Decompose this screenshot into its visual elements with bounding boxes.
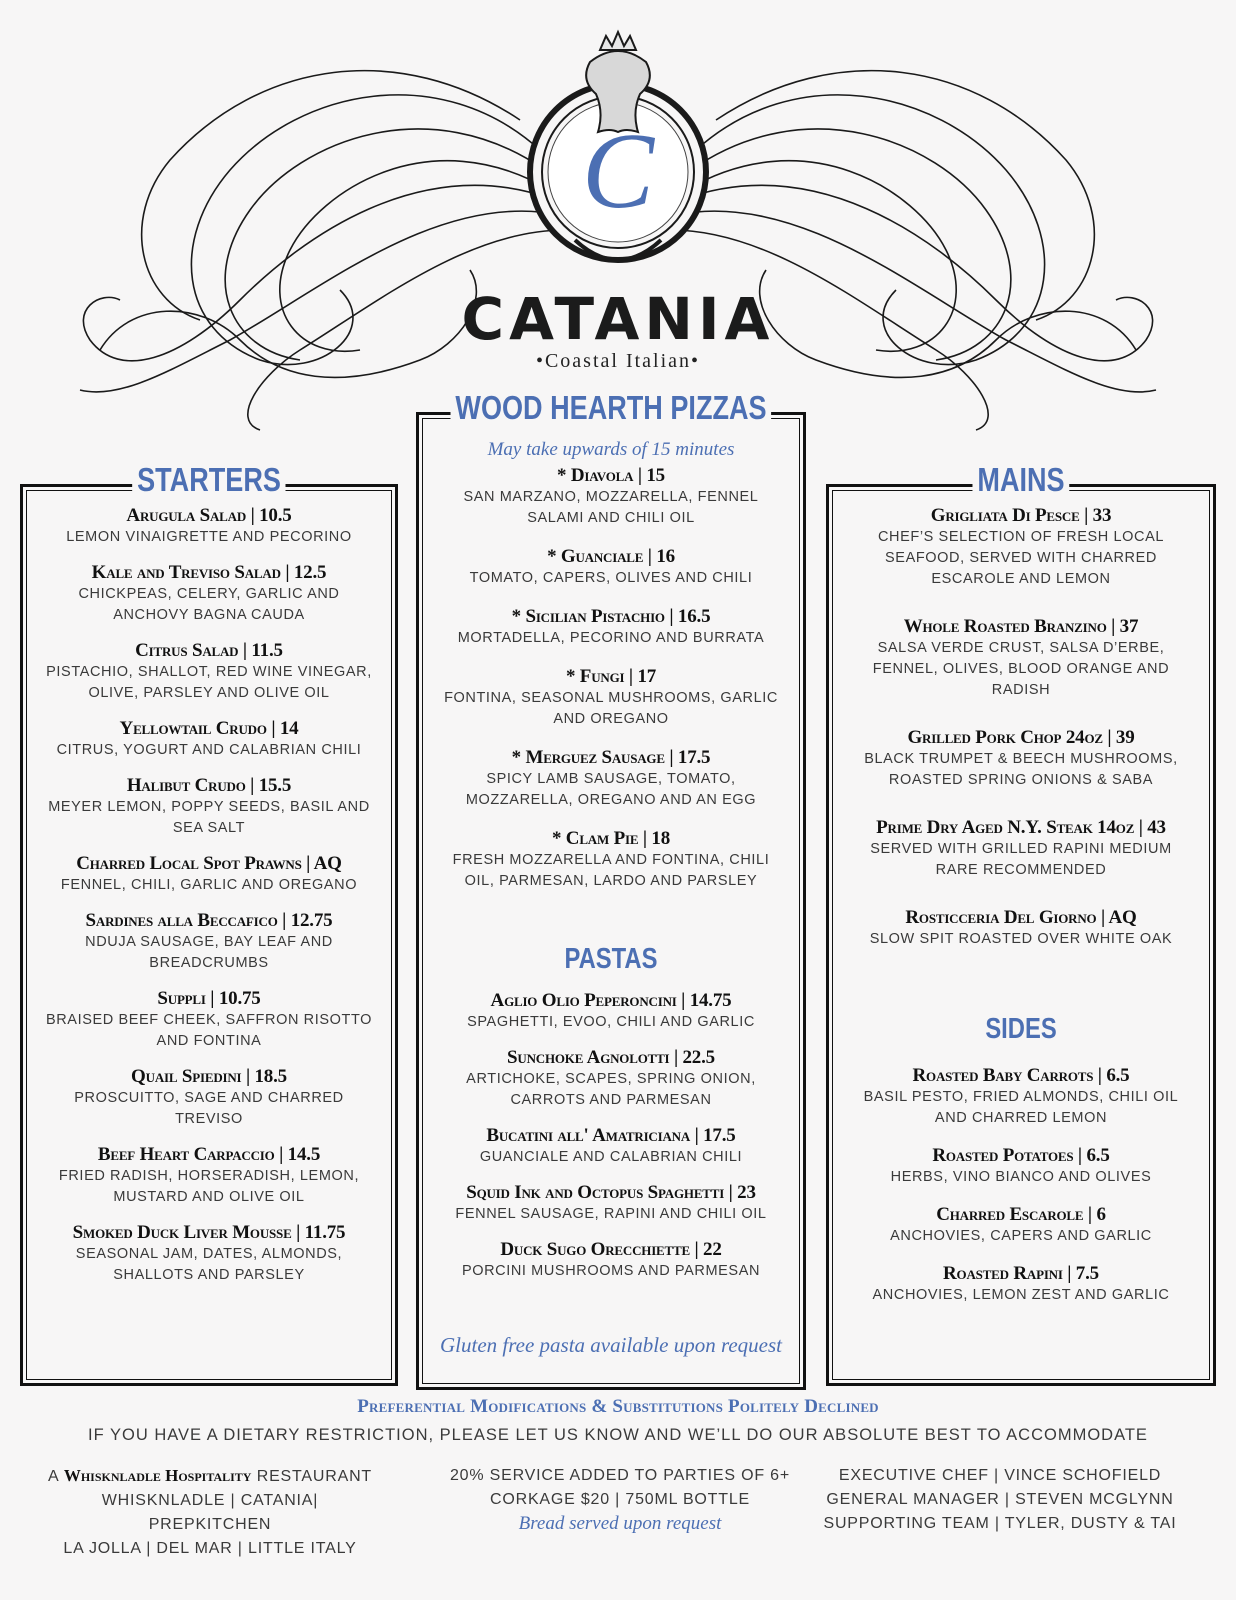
menu-item xyxy=(419,990,803,1033)
menu-item xyxy=(23,775,395,839)
menu-item-name: Citrus Salad | 11.5 xyxy=(135,640,283,661)
pizzas-title: WOOD HEARTH PIZZAS xyxy=(450,388,771,428)
menu-item xyxy=(419,1182,803,1225)
menu-item-description: CITRUS, YOGURT AND CALABRIAN CHILI xyxy=(56,742,362,758)
dietary-note: IF YOU HAVE A DIETARY RESTRICTION, PLEASE LET US KNOW AND WE’LL DO OUR ABSOLUTE BEST TO ACCOMMODATE xyxy=(88,1426,1148,1444)
supporting-team: SUPPORTING TEAM | TYLER, DUSTY & TAI xyxy=(823,1515,1177,1532)
menu-item-name: Beef Heart Carpaccio | 14.5 xyxy=(97,1144,321,1165)
menu-item-name: Squid Ink and Octopus Spaghetti | 23 xyxy=(466,1182,756,1203)
executive-chef: EXECUTIVE CHEF | VINCE SCHOFIELD xyxy=(838,1467,1162,1484)
menu-item-name: Prime Dry Aged N.Y. Steak 14oz | 43 xyxy=(876,817,1166,838)
menu-item xyxy=(419,1125,803,1168)
locations-line: LA JOLLA | DEL MAR | LITTLE ITALY xyxy=(63,1540,357,1557)
menu-item-description: ANCHOVIES, LEMON ZEST AND GARLIC xyxy=(872,1287,1170,1303)
pastas-note: Gluten free pasta available upon request xyxy=(440,1333,782,1357)
menu-item-name: Arugula Salad | 10.5 xyxy=(126,505,292,526)
menu-item xyxy=(23,988,395,1052)
pizzas-list xyxy=(419,465,803,909)
corkage-fee: CORKAGE $20 | 750ML BOTTLE xyxy=(489,1491,750,1508)
menu-item-description: CHEF’S SELECTION OF FRESH LOCAL SEAFOOD, SERVED WITH CHARRED ESCAROLE AND LEMON xyxy=(877,529,1165,587)
menu-item-name: Yellowtail Crudo | 14 xyxy=(119,718,299,739)
starters-list xyxy=(23,505,395,1300)
menu-item-description: FRESH MOZZARELLA AND FONTINA, CHILI OIL, PARMESAN, LARDO AND PARSLEY xyxy=(452,852,770,889)
brand-name: CATANIA xyxy=(461,285,775,353)
menu-item-description: SEASONAL JAM, DATES, ALMONDS, SHALLOTS AND PARSLEY xyxy=(75,1246,343,1283)
footer-right xyxy=(810,1464,1190,1536)
menu-item xyxy=(23,718,395,761)
menu-item-name: * Diavola | 15 xyxy=(557,465,665,486)
menu-item-description: FRIED RADISH, HORSERADISH, LEMON, MUSTARD AND OLIVE OIL xyxy=(58,1168,360,1205)
menu-item xyxy=(419,465,803,529)
menu-item-name: Grigliata Di Pesce | 33 xyxy=(930,505,1112,526)
menu-item-name: Charred Escarole | 6 xyxy=(936,1204,1106,1225)
menu-item-description: NDUJA SAUSAGE, BAY LEAF AND BREADCRUMBS xyxy=(85,934,333,971)
menu-item-name: Charred Local Spot Prawns | AQ xyxy=(76,853,342,874)
pizzas-panel xyxy=(416,389,806,1390)
menu-item xyxy=(829,1145,1213,1188)
menu-item xyxy=(23,1222,395,1286)
footer-left xyxy=(40,1464,380,1561)
menu-item xyxy=(829,907,1213,950)
menu-item-description: ARTICHOKE, SCAPES, SPRING ONION, CARROTS AND PARMESAN xyxy=(466,1071,756,1108)
starters-title: STARTERS xyxy=(132,460,286,500)
mains-list xyxy=(829,505,1213,976)
menu-item-description: CHICKPEAS, CELERY, GARLIC AND ANCHOVY BAGNA CAUDA xyxy=(78,586,340,623)
menu-item-description: SERVED WITH GRILLED RAPINI MEDIUM RARE RECOMMENDED xyxy=(870,841,1172,878)
starters-panel xyxy=(20,461,398,1386)
menu-item-name: Halibut Crudo | 15.5 xyxy=(126,775,292,796)
menu-item-name: Kale and Treviso Salad | 12.5 xyxy=(91,562,327,583)
menu-item-name: * Fungi | 17 xyxy=(565,666,657,687)
menu-item-description: SPICY LAMB SAUSAGE, TOMATO, MOZZARELLA, OREGANO AND AN EGG xyxy=(465,771,757,808)
policy-note: Preferential Modifications & Substitutions Politely Declined xyxy=(357,1396,879,1417)
menu-item-name: Sardines alla Beccafico | 12.75 xyxy=(85,910,333,931)
brand xyxy=(0,286,1236,373)
menu-item xyxy=(829,1065,1213,1129)
menu-item xyxy=(419,606,803,649)
hospitality-suffix: RESTAURANT xyxy=(256,1468,372,1485)
sides-title: SIDES xyxy=(985,1013,1057,1045)
menu-item xyxy=(829,1263,1213,1306)
menu-item xyxy=(23,853,395,896)
menu-item-description: PISTACHIO, SHALLOT, RED WINE VINEGAR, OLIVE, PARSLEY AND OLIVE OIL xyxy=(46,664,372,701)
menu-item-description: FENNEL, CHILI, GARLIC AND OREGANO xyxy=(60,877,358,893)
menu-item-description: MORTADELLA, PECORINO AND BURRATA xyxy=(457,630,765,646)
general-manager: GENERAL MANAGER | STEVEN MCGLYNN xyxy=(826,1491,1174,1508)
hospitality-prefix: A xyxy=(48,1468,59,1485)
menu-item-description: BLACK TRUMPET & BEECH MUSHROOMS, ROASTED SPRING ONIONS & SABA xyxy=(864,751,1178,788)
menu-item-description: GUANCIALE AND CALABRIAN CHILI xyxy=(479,1149,743,1165)
menu-item-name: Duck Sugo Orecchiette | 22 xyxy=(500,1239,722,1260)
menu-item-description: FONTINA, SEASONAL MUSHROOMS, GARLIC AND OREGANO xyxy=(444,690,778,727)
restaurants-line: WHISKNLADLE | CATANIA| PREPKITCHEN xyxy=(101,1492,319,1533)
menu-item xyxy=(23,1066,395,1130)
hospitality-group: Whisknladle Hospitality xyxy=(63,1466,252,1485)
menu-item xyxy=(419,747,803,811)
monogram: C xyxy=(581,112,655,231)
menu-item-name: * Sicilian Pistachio | 16.5 xyxy=(511,606,711,627)
menu-item-name: Rosticceria Del Giorno | AQ xyxy=(905,907,1137,928)
menu-item-name: Aglio Olio Peperoncini | 14.75 xyxy=(490,990,732,1011)
menu-item xyxy=(419,1239,803,1282)
menu-item-description: SAN MARZANO, MOZZARELLA, FENNEL SALAMI AND CHILI OIL xyxy=(463,489,759,526)
menu-item-description: SPAGHETTI, EVOO, CHILI AND GARLIC xyxy=(467,1014,755,1030)
menu-item-name: Grilled Pork Chop 24oz | 39 xyxy=(907,727,1135,748)
pizzas-note: May take upwards of 15 minutes xyxy=(487,439,735,460)
menu-item-description: HERBS, VINO BIANCO AND OLIVES xyxy=(890,1169,1152,1185)
pastas-list xyxy=(419,990,803,1296)
menu-item-description: LEMON VINAIGRETTE AND PECORINO xyxy=(66,529,352,545)
menu-item-description: BASIL PESTO, FRIED ALMONDS, CHILI OIL AND CHARRED LEMON xyxy=(863,1089,1179,1126)
menu-item xyxy=(23,562,395,626)
menu-item xyxy=(829,1204,1213,1247)
menu-item-description: BRAISED BEEF CHEEK, SAFFRON RISOTTO AND FONTINA xyxy=(45,1012,373,1049)
mains-panel xyxy=(826,461,1216,1386)
menu-item xyxy=(23,1144,395,1208)
menu-item-name: Whole Roasted Branzino | 37 xyxy=(903,616,1139,637)
menu-item-name: Roasted Rapini | 7.5 xyxy=(943,1263,1099,1284)
menu-item xyxy=(419,546,803,589)
menu-item-description: MEYER LEMON, POPPY SEEDS, BASIL AND SEA SALT xyxy=(48,799,370,836)
menu-item-name: Suppli | 10.75 xyxy=(157,988,261,1009)
menu-item-name: Quail Spiedini | 18.5 xyxy=(131,1066,287,1087)
menu-item-name: Sunchoke Agnolotti | 22.5 xyxy=(507,1047,715,1068)
menu-item-name: * Guanciale | 16 xyxy=(547,546,675,567)
menu-item-description: FENNEL SAUSAGE, RAPINI AND CHILI OIL xyxy=(455,1206,767,1222)
menu-item-description: PORCINI MUSHROOMS AND PARMESAN xyxy=(461,1263,761,1279)
menu-item-description: ANCHOVIES, CAPERS AND GARLIC xyxy=(890,1228,1152,1244)
menu-item xyxy=(829,817,1213,881)
menu-item-name: Bucatini all' Amatriciana | 17.5 xyxy=(486,1125,736,1146)
menu-item-description: PROSCUITTO, SAGE AND CHARRED TREVISO xyxy=(74,1090,344,1127)
menu-item-description: SALSA VERDE CRUST, SALSA D’ERBE, FENNEL, OLIVES, BLOOD ORANGE AND RADISH xyxy=(872,640,1170,698)
menu-item-name: Smoked Duck Liver Mousse | 11.75 xyxy=(72,1222,346,1243)
menu-item-name: Roasted Potatoes | 6.5 xyxy=(932,1145,1110,1166)
menu-item xyxy=(419,666,803,730)
mains-title: MAINS xyxy=(972,460,1069,500)
menu-item-name: * Clam Pie | 18 xyxy=(551,828,671,849)
menu-item-description: SLOW SPIT ROASTED OVER WHITE OAK xyxy=(869,931,1173,947)
bread-note: Bread served upon request xyxy=(518,1513,722,1534)
menu-item xyxy=(829,505,1213,590)
menu-item xyxy=(829,727,1213,791)
menu-item xyxy=(23,910,395,974)
menu-item xyxy=(419,1047,803,1111)
menu-item-name: Roasted Baby Carrots | 6.5 xyxy=(912,1065,1130,1086)
menu-item xyxy=(829,616,1213,701)
menu-item-description: TOMATO, CAPERS, OLIVES AND CHILI xyxy=(469,570,753,586)
menu-item xyxy=(419,828,803,892)
service-charge: 20% SERVICE ADDED TO PARTIES OF 6+ xyxy=(449,1467,791,1484)
menu-item-name: * Merguez Sausage | 17.5 xyxy=(511,747,711,768)
sides-list xyxy=(829,1065,1213,1322)
footer-center xyxy=(430,1464,810,1536)
pastas-title: PASTAS xyxy=(564,943,658,975)
menu-item xyxy=(23,640,395,704)
brand-tagline: •Coastal Italian• xyxy=(535,350,701,372)
menu-item xyxy=(23,505,395,548)
hospitality-line xyxy=(40,1464,380,1489)
